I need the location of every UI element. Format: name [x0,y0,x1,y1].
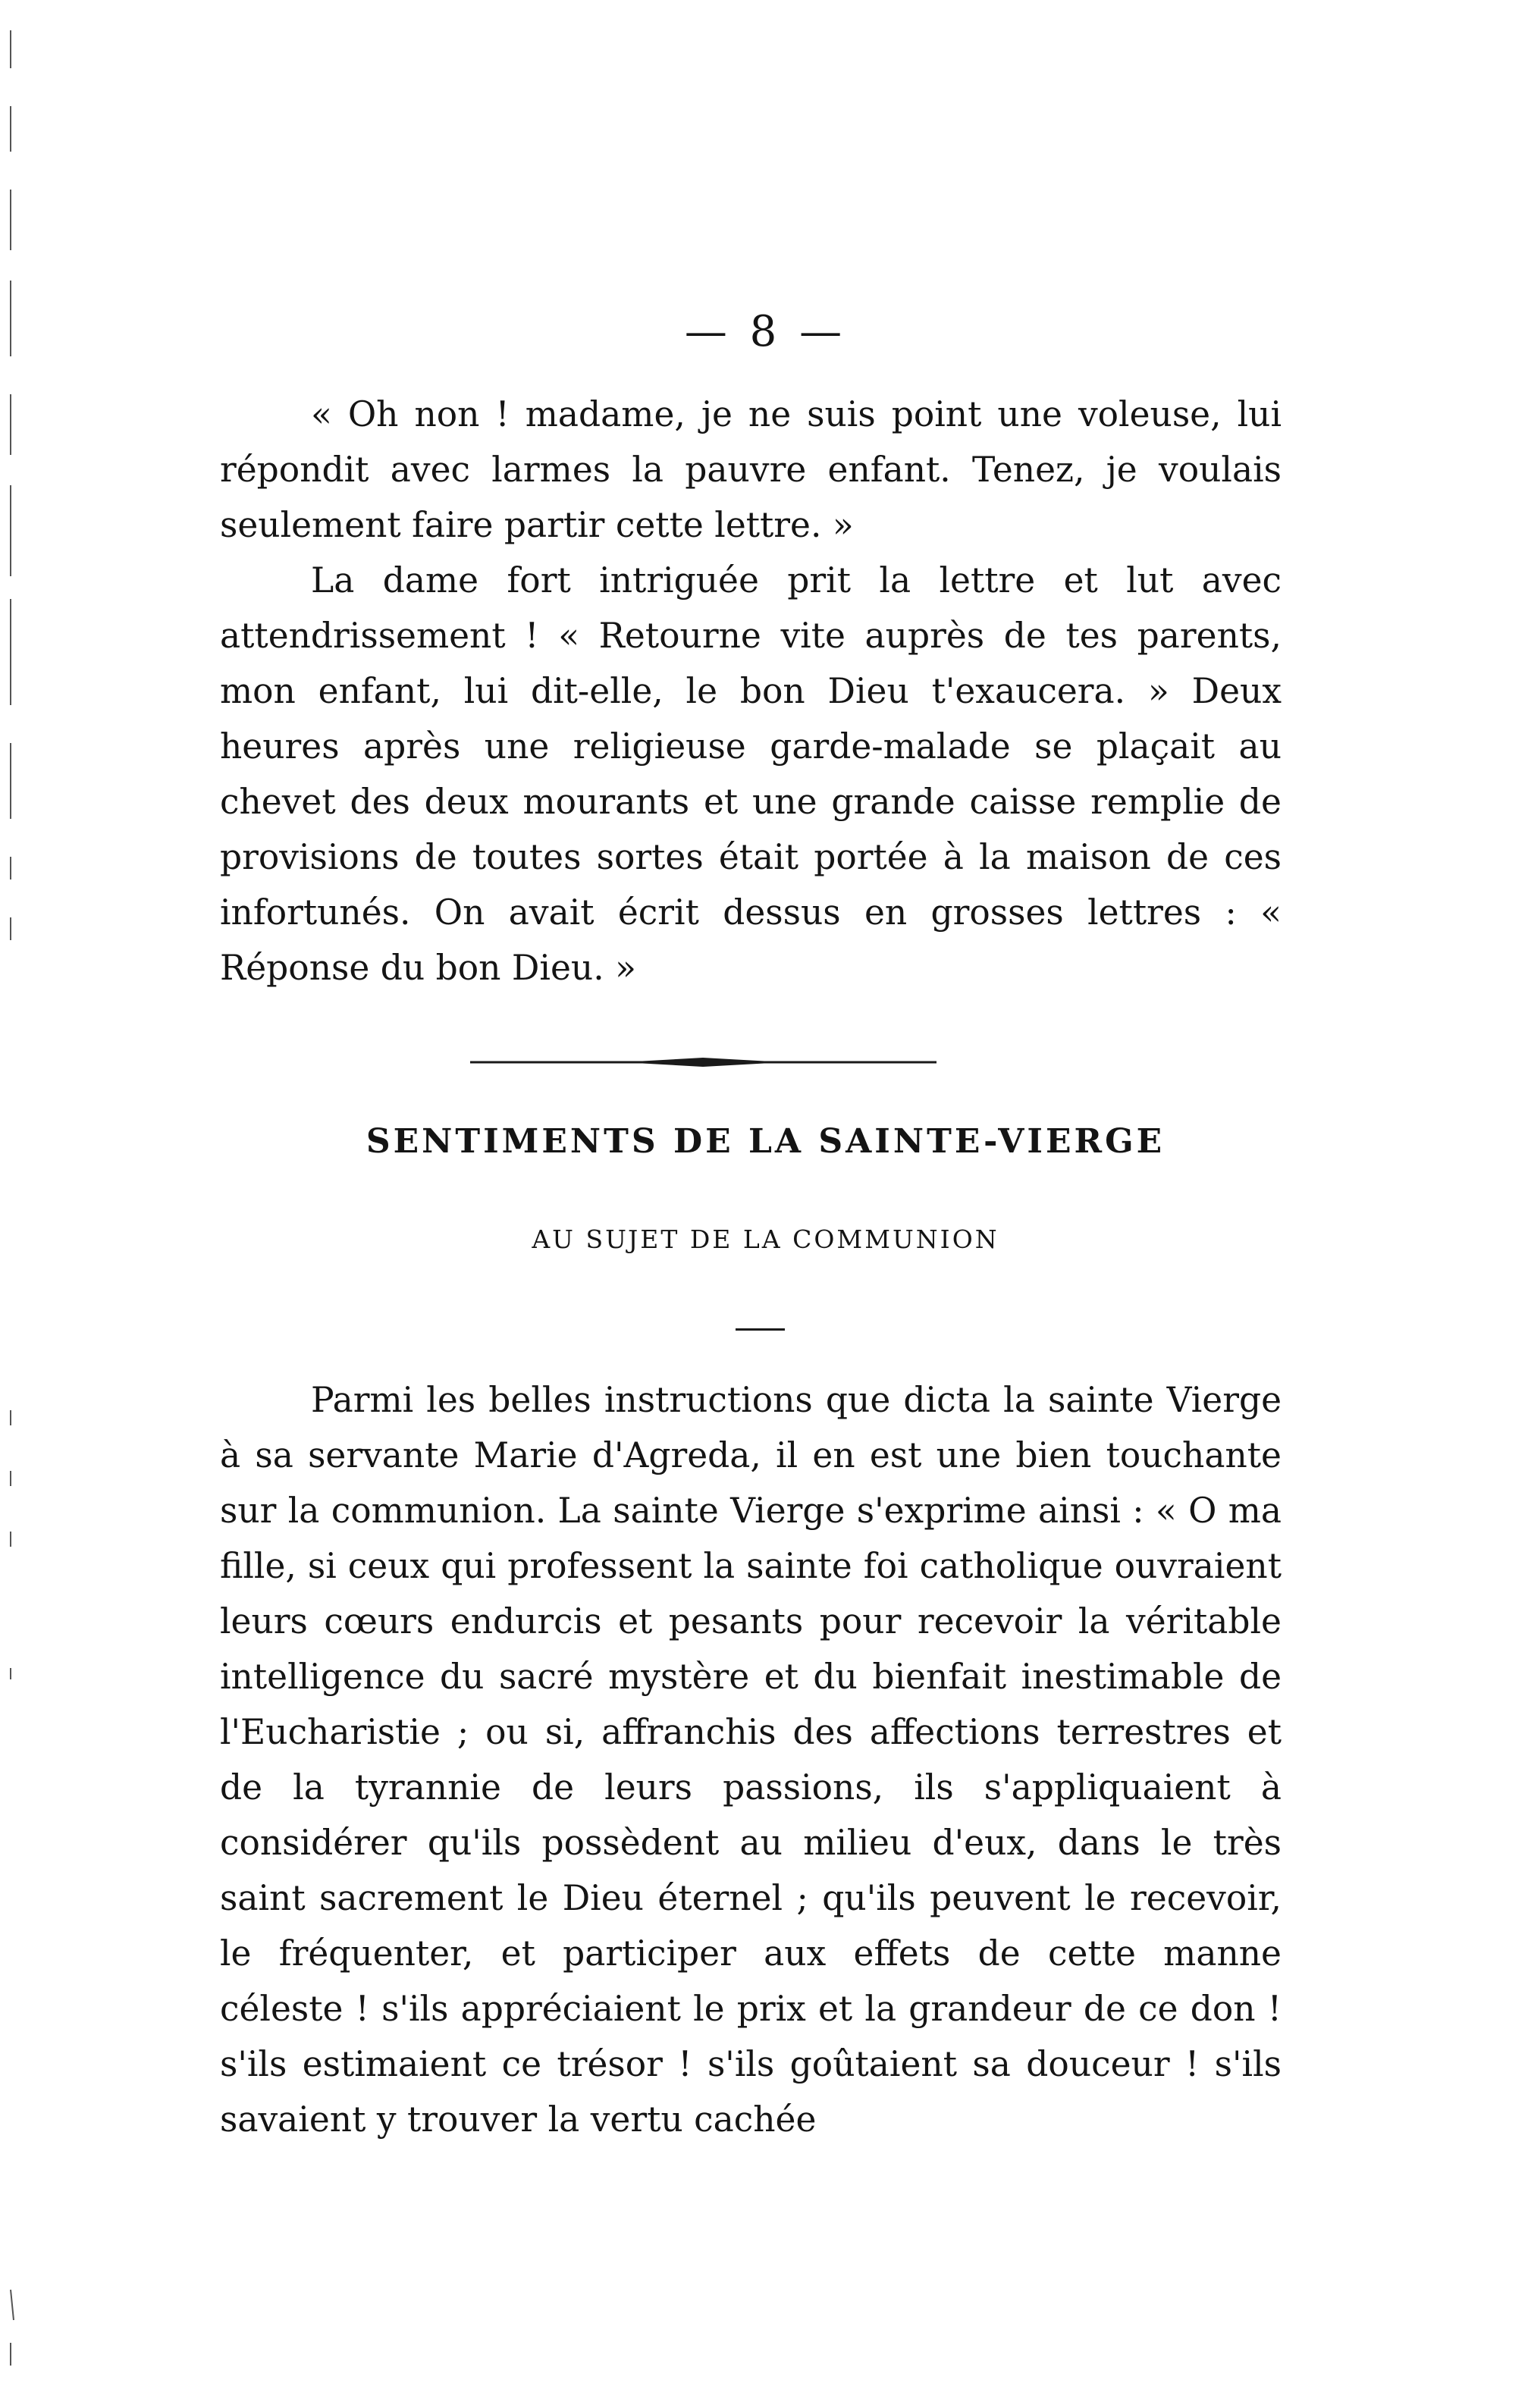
section-subtitle: AU SUJET DE LA COMMUNION [532,1224,999,1254]
divider [736,1328,785,1331]
scan-margin-marks [6,0,21,2408]
paragraph: La dame fort intriguée prit la lettre et lut avec attendrissement ! « Retourne vite auprès de tes parents, mon enfant, lui dit-elle, le bon Dieu t'exaucera. » Deux heures après une religieuse garde-malade se plaçait au chevet des deux mourants et une grande caisse remplie de provisions de toutes sortes était portée à la maison de ces infortunés. On avait écrit dessus en grosses lettres : « Réponse du bon Dieu. » [220,560,1282,988]
ornamental-rule [470,1055,936,1069]
body-text-bottom [220,1372,1282,2147]
body-text-top [220,387,1282,995]
paragraph: « Oh non ! madame, je ne suis point une voleuse, lui répondit avec larmes la pauvre enfant. Tenez, je voulais seulement faire partir cette lettre. » [220,394,1282,545]
page-number: — 8 — [684,307,847,356]
section-title: SENTIMENTS DE LA SAINTE-VIERGE [365,1122,1166,1161]
paragraph: Parmi les belles instructions que dicta la sainte Vierge à sa servante Marie d'Agreda, il en est une bien touchante sur la communion. La sainte Vierge s'exprime ainsi : « O ma fille, si ceux qui professent la sainte foi catholique ouvraient leurs cœurs endurcis et pesants pour recevoir la véritable intelligence du sacré mystère et du bienfait inestimable de l'Eucharistie ; ou si, affranchis des affections terrestres et de la tyrannie de leurs passions, ils s'appliquaient à considérer qu'ils possèdent au milieu d'eux, dans le très saint sacrement le Dieu éternel ; qu'ils peuvent le recevoir, le fréquenter, et participer aux effets de cette manne céleste ! s'ils appréciaient le prix et la grandeur de ce don ! s'ils estimaient ce trésor ! s'ils goûtaient sa douceur ! s'ils savaient y trouver la vertu cachée [220,1380,1282,2140]
